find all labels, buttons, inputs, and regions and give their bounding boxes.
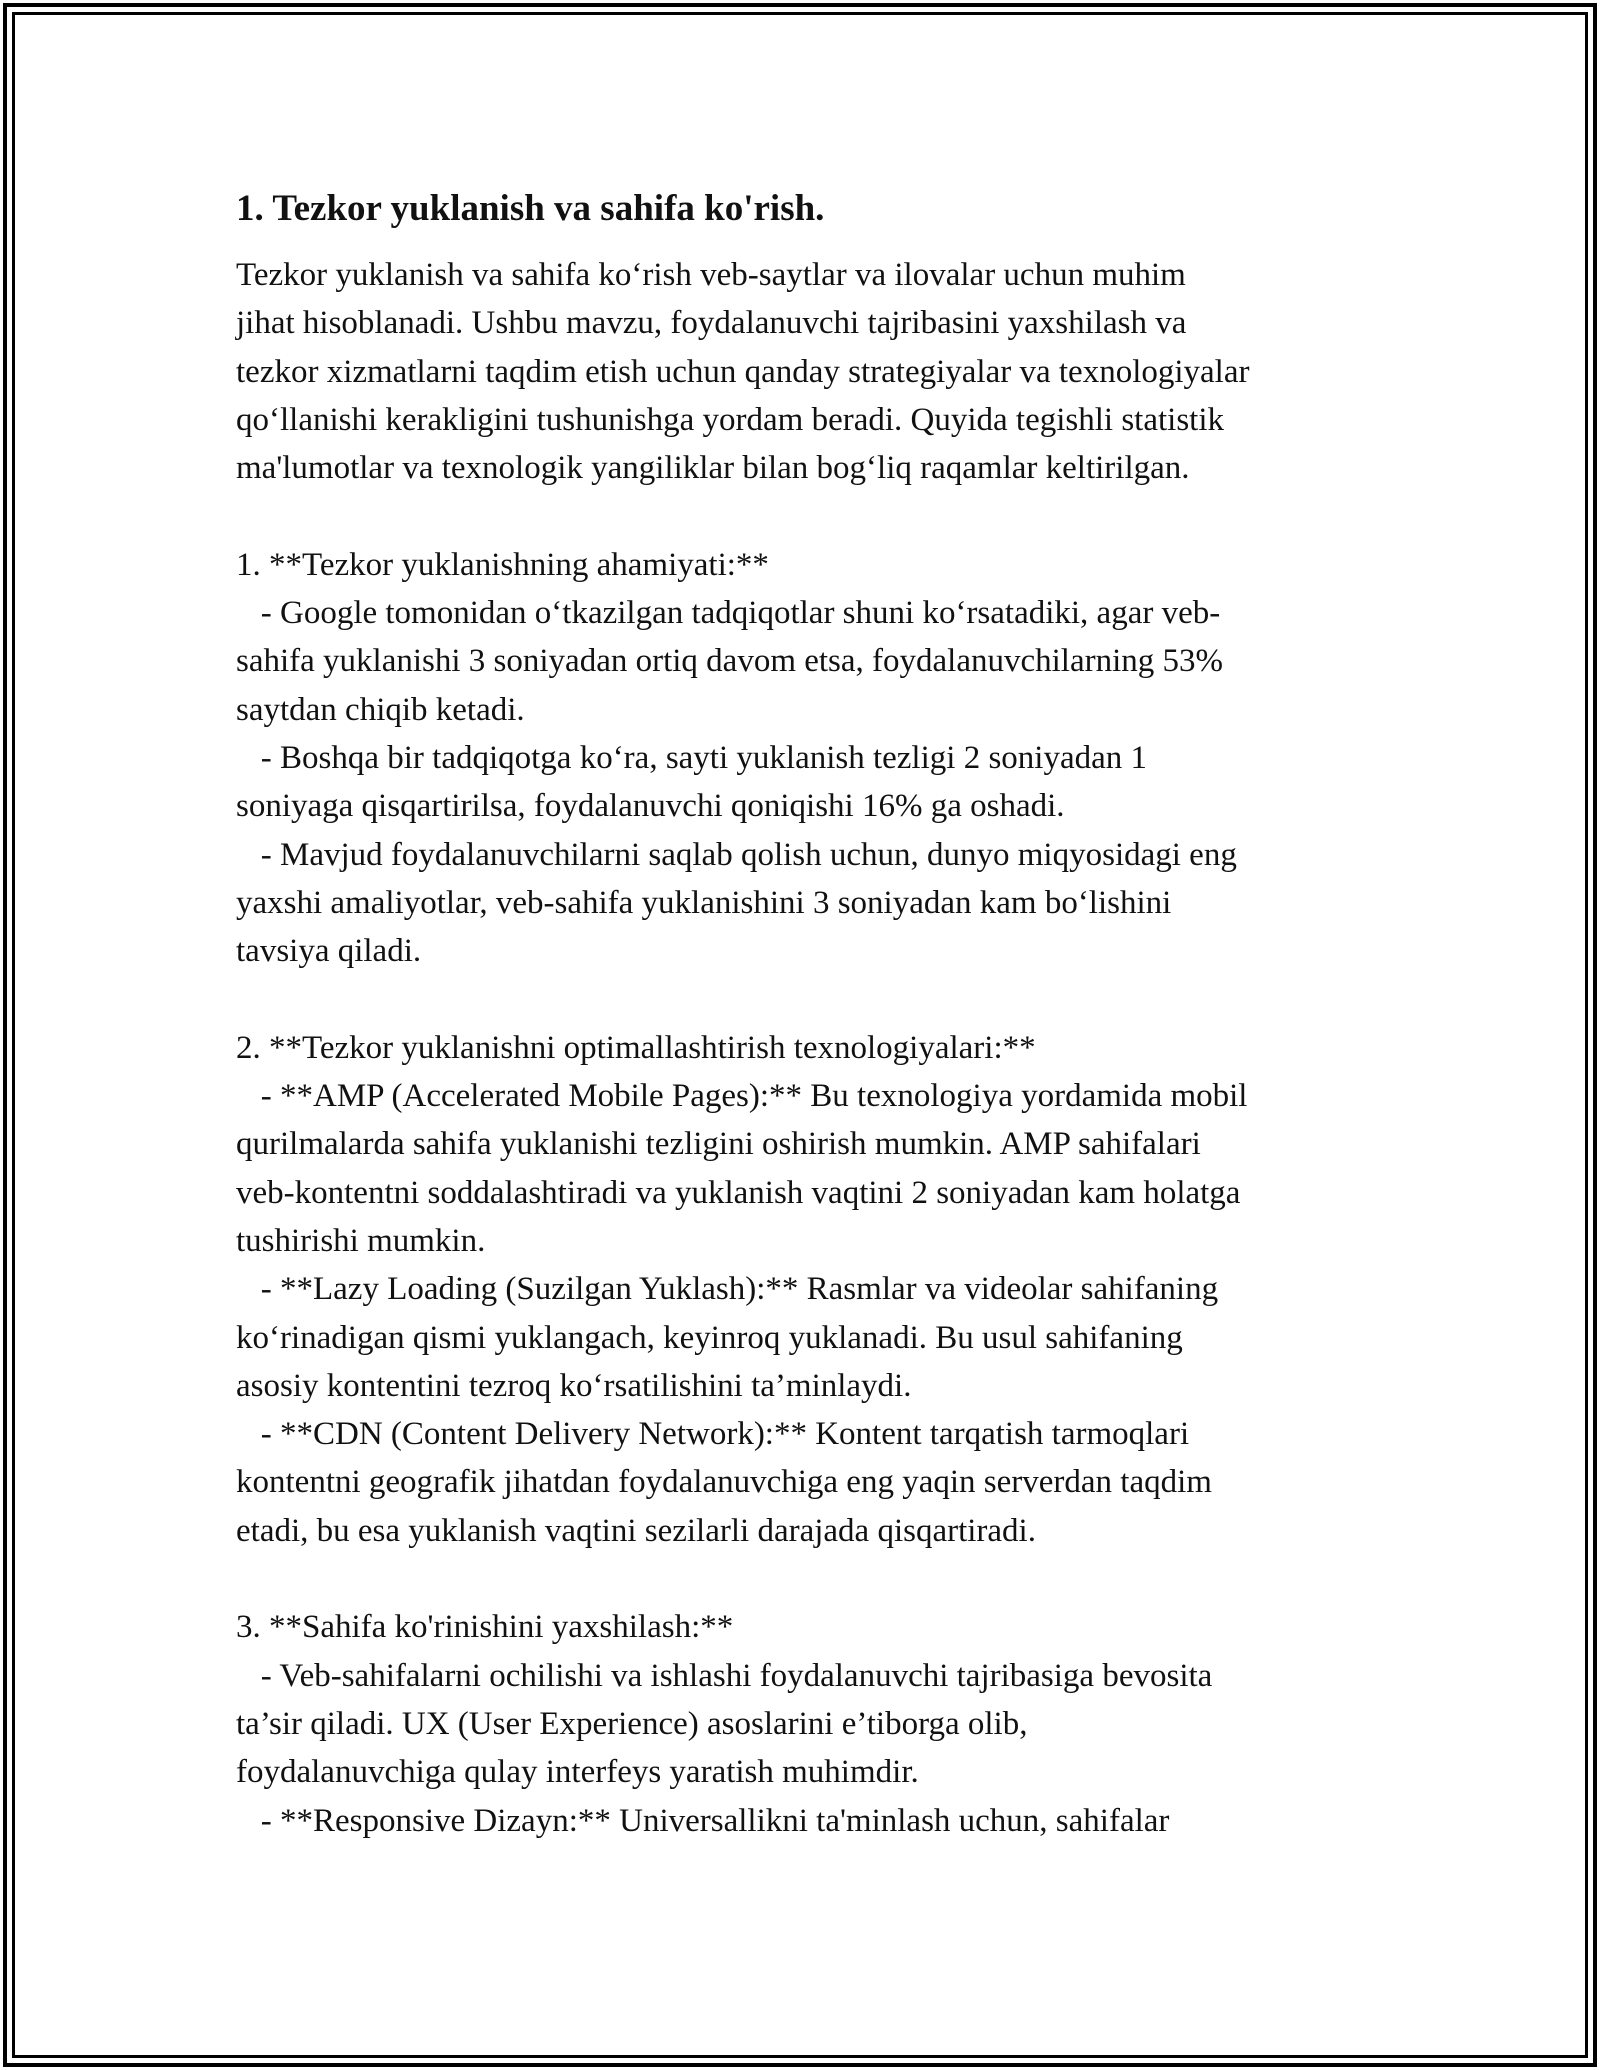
text-line: foydalanuvchiga qulay interfeys yaratish muhimdir. <box>236 1754 919 1791</box>
text-line: qurilmalarda sahifa yuklanishi tezligini oshirish mumkin. AMP sahifalari <box>236 1126 1201 1163</box>
blank-line <box>236 492 1376 540</box>
text-line: tezkor xizmatlarni taqdim etish uchun qanday strategiyalar va texnologiyalar <box>236 353 1250 390</box>
text-line: - Boshqa bir tadqiqotga ko‘ra, sayti yuklanish tezligi 2 soniyadan 1 <box>236 739 1147 776</box>
document-title: 1. Tezkor yuklanish va sahifa ko'rish. <box>236 188 825 229</box>
text-line: etadi, bu esa yuklanish vaqtini sezilarli darajada qisqartiradi. <box>236 1512 1036 1549</box>
text-line: - **AMP (Accelerated Mobile Pages):** Bu texnologiya yordamida mobil <box>236 1078 1248 1115</box>
text-line: veb-kontentni soddalashtiradi va yuklanish vaqtini 2 soniyadan kam holatga <box>236 1174 1241 1211</box>
text-line: Tezkor yuklanish va sahifa ko‘rish veb-saytlar va ilovalar uchun muhim <box>236 257 1186 293</box>
document-body <box>236 185 1376 1845</box>
text-line: tushirishi mumkin. <box>236 1222 486 1259</box>
text-line: - Veb-sahifalarni ochilishi va ishlashi foydalanuvchi tajribasiga bevosita <box>236 1657 1213 1694</box>
section-heading: 1. **Tezkor yuklanishning ahamiyati:** <box>236 546 769 583</box>
text-line: sahifa yuklanishi 3 soniyadan ortiq davom etsa, foydalanuvchilarning 53% <box>236 643 1224 680</box>
text-line: ta’sir qiladi. UX (User Experience) asoslarini e’tiborga olib, <box>236 1705 1028 1742</box>
text-line: qo‘llanishi kerakligini tushunishga yordam beradi. Quyida tegishli statistik <box>236 401 1225 438</box>
text-line: soniyaga qisqartirilsa, foydalanuvchi qoniqishi 16% ga oshadi. <box>236 788 1065 825</box>
blank-line <box>236 975 1376 1023</box>
section-heading: 3. **Sahifa ko'rinishini yaxshilash:** <box>236 1609 734 1646</box>
text-line: asosiy kontentini tezroq ko‘rsatilishini ta’minlaydi. <box>236 1367 912 1404</box>
text-line: jihat hisoblanadi. Ushbu mavzu, foydalanuvchi tajribasini yaxshilash va <box>236 305 1187 342</box>
text-line: kontentni geografik jihatdan foydalanuvchiga eng yaqin serverdan taqdim <box>236 1464 1212 1501</box>
blank-line <box>236 1555 1376 1603</box>
text-line: tavsiya qiladi. <box>236 933 422 970</box>
text-line: saytdan chiqib ketadi. <box>236 691 525 728</box>
text-line: - **CDN (Content Delivery Network):** Kontent tarqatish tarmoqlari <box>236 1416 1190 1453</box>
section-heading: 2. **Tezkor yuklanishni optimallashtirish texnologiyalari:** <box>236 1029 1036 1066</box>
text-line: ko‘rinadigan qismi yuklangach, keyinroq yuklanadi. Bu usul sahifaning <box>236 1319 1183 1356</box>
text-line: ma'lumotlar va texnologik yangiliklar bilan bog‘liq raqamlar keltirilgan. <box>236 450 1190 487</box>
text-line: - **Lazy Loading (Suzilgan Yuklash):** Rasmlar va videolar sahifaning <box>236 1271 1219 1308</box>
text-line: - **Responsive Dizayn:** Universallikni ta'minlash uchun, sahifalar <box>236 1802 1170 1839</box>
document-text <box>236 251 1376 1845</box>
text-line: yaxshi amaliyotlar, veb-sahifa yuklanishini 3 soniyadan kam bo‘lishini <box>236 884 1172 921</box>
text-line: - Google tomonidan o‘tkazilgan tadqiqotlar shuni ko‘rsatadiki, agar veb- <box>236 595 1221 632</box>
text-line: - Mavjud foydalanuvchilarni saqlab qolish uchun, dunyo miqyosidagi eng <box>236 836 1237 873</box>
